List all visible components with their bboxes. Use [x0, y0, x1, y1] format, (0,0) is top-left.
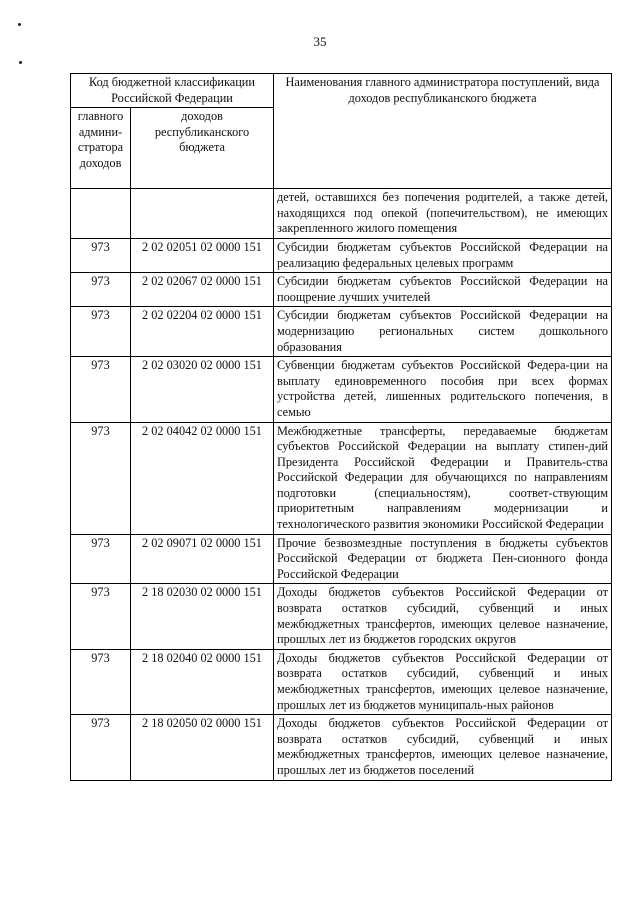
revenue-name-cell: Субсидии бюджетам субъектов Российской Федерации на поощрение лучших учителей	[274, 273, 612, 307]
admin-code-cell: 973	[71, 584, 131, 649]
header-admin-column: главного админи-стратора доходов	[71, 108, 131, 189]
admin-code-cell: 973	[71, 273, 131, 307]
budget-code-cell: 2 02 02051 02 0000 151	[131, 238, 274, 272]
budget-code-cell: 2 18 02040 02 0000 151	[131, 649, 274, 714]
budget-code-cell: 2 18 02030 02 0000 151	[131, 584, 274, 649]
revenue-name-cell: Доходы бюджетов субъектов Российской Федерации от возврата остатков субсидий, субвенций и иных межбюджетных трансфертов, имеющих целевое назначение, прошлых лет из бюджетов поселений	[274, 715, 612, 780]
revenue-name-cell: Прочие безвозмездные поступления в бюджеты субъектов Российской Федерации от бюджета Пен-сионного фонда Российской Федерации	[274, 534, 612, 584]
admin-code-cell: 973	[71, 715, 131, 780]
table-body	[71, 189, 612, 780]
header-row-group	[71, 74, 612, 108]
budget-code-cell: 2 02 02204 02 0000 151	[131, 307, 274, 357]
admin-code-cell: 973	[71, 649, 131, 714]
table-row	[71, 357, 612, 422]
header-name-column: Наименования главного администратора поступлений, вида доходов республиканского бюджета	[274, 74, 612, 189]
admin-code-cell: 973	[71, 422, 131, 534]
revenue-name-cell: Субсидии бюджетам субъектов Российской Федерации на модернизацию региональных систем дошкольного образования	[274, 307, 612, 357]
table-row	[71, 422, 612, 534]
admin-code-cell: 973	[71, 357, 131, 422]
scan-mark-dot	[18, 23, 21, 26]
revenue-name-cell: Доходы бюджетов субъектов Российской Федерации от возврата остатков субсидий, субвенций и иных межбюджетных трансфертов, имеющих целевое назначение, прошлых лет из бюджетов городских округов	[274, 584, 612, 649]
table-row	[71, 273, 612, 307]
table-row	[71, 584, 612, 649]
scan-mark-dot	[19, 61, 22, 64]
budget-classification-table	[70, 73, 612, 781]
header-code-column: доходов республиканского бюджета	[131, 108, 274, 189]
table-row	[71, 715, 612, 780]
budget-code-cell: 2 02 09071 02 0000 151	[131, 534, 274, 584]
table-row	[71, 649, 612, 714]
revenue-name-cell: детей, оставшихся без попечения родителей, а также детей, находящихся под опекой (попечительством), не имеющих закрепленного жилого помещения	[274, 189, 612, 239]
admin-code-cell: 973	[71, 307, 131, 357]
admin-code-cell: 973	[71, 534, 131, 584]
budget-code-cell: 2 02 03020 02 0000 151	[131, 357, 274, 422]
budget-code-cell	[131, 189, 274, 239]
table-row	[71, 534, 612, 584]
budget-code-cell: 2 02 04042 02 0000 151	[131, 422, 274, 534]
revenue-name-cell: Межбюджетные трансферты, передаваемые бюджетам субъектов Российской Федерации на выплату стипен-дий Президента Российской Федерации и Правитель-ства Российской Федерации для обучающихся по направлениям подготовки (специальностям), соответ-ствующим приоритетным направлениям модернизации и технологического развития экономики Российской Федерации	[274, 422, 612, 534]
admin-code-cell	[71, 189, 131, 239]
table-row	[71, 238, 612, 272]
revenue-name-cell: Субсидии бюджетам субъектов Российской Федерации на реализацию федеральных целевых программ	[274, 238, 612, 272]
revenue-name-cell: Доходы бюджетов субъектов Российской Федерации от возврата остатков субсидий, субвенций и иных межбюджетных трансфертов, имеющих целевое назначение, прошлых лет из бюджетов муниципаль-ных районов	[274, 649, 612, 714]
header-group-label: Код бюджетной классификации Российской Федерации	[71, 74, 274, 108]
page-number: 35	[313, 34, 327, 49]
budget-code-cell: 2 02 02067 02 0000 151	[131, 273, 274, 307]
budget-code-cell: 2 18 02050 02 0000 151	[131, 715, 274, 780]
revenue-name-cell: Субвенции бюджетам субъектов Российской Федера-ции на выплату единовременного пособия при всех формах устройства детей, лишенных родительского попечения, в семью	[274, 357, 612, 422]
admin-code-cell: 973	[71, 238, 131, 272]
table-row	[71, 189, 612, 239]
table-row	[71, 307, 612, 357]
